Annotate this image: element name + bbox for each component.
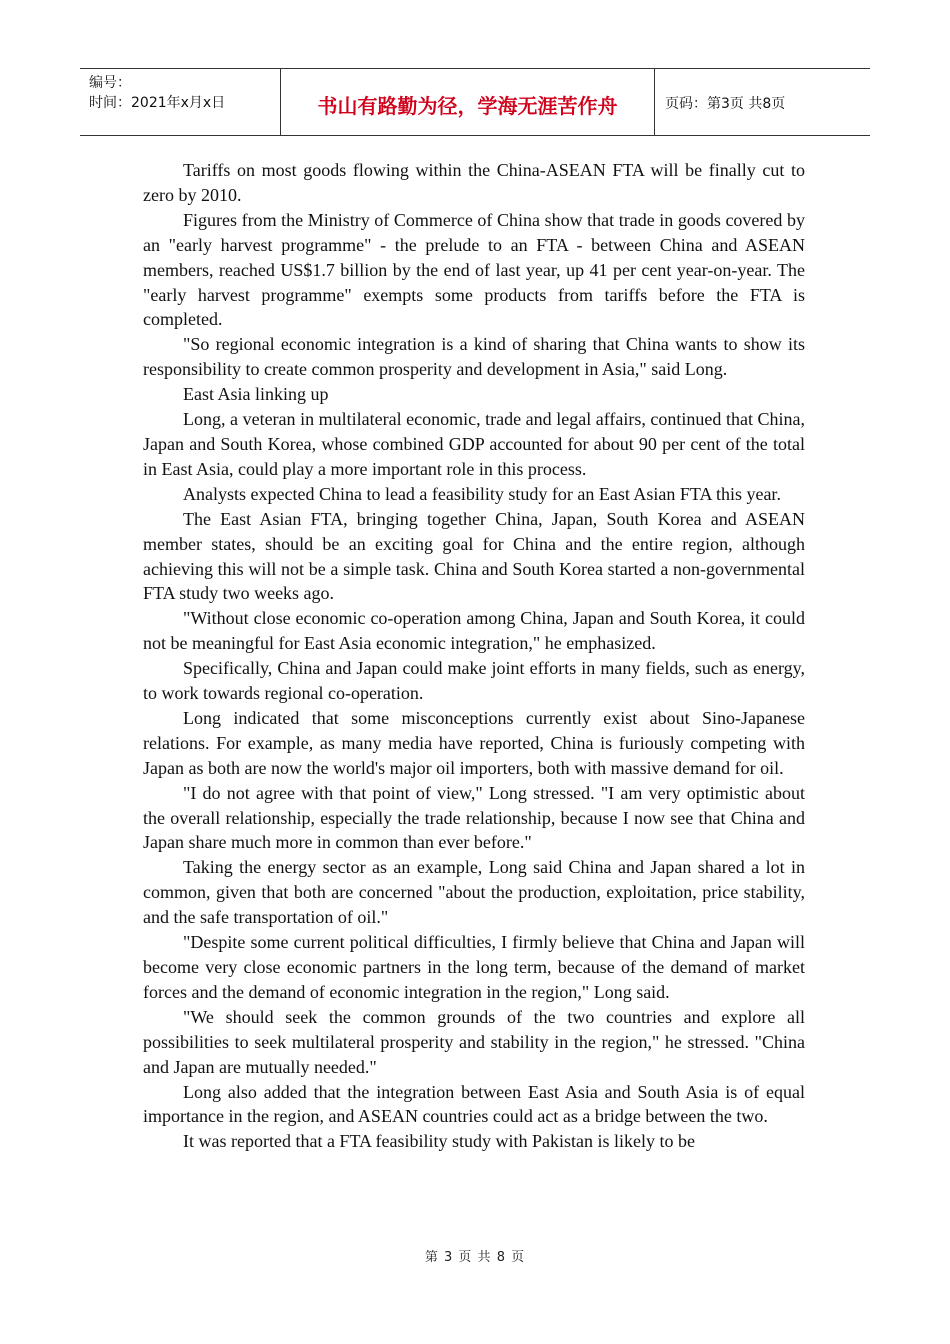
paragraph: Long indicated that some misconceptions currently exist about Sino-Japanese relations. For example, as many media have reported, China is furiously competing with Japan as both are now the world's major oil importers, both with massive demand for oil.: [143, 707, 805, 778]
header-number: 编号：: [89, 75, 131, 91]
header-meta: [80, 69, 281, 135]
paragraph: Long, a veteran in multilateral economic, trade and legal affairs, continued that China, Japan and South Korea, whose combined GDP accounted for about 90 per cent of the total in East Asia, could play a more important role in this process.: [143, 409, 805, 479]
page-header: [80, 68, 870, 136]
paragraph: Taking the energy sector as an example, Long said China and Japan shared a lot in common, given that both are concerned "about the production, exploitation, price stability, and the safe transportation of oil.": [143, 857, 805, 928]
paragraph: "So regional economic integration is a kind of sharing that China wants to show its responsibility to create common prosperity and development in Asia," said Long.: [143, 334, 805, 380]
header-motto: 书山有路勤为径，学海无涯苦作舟: [281, 69, 655, 135]
paragraph: Tariffs on most goods flowing within the China-ASEAN FTA will be finally cut to zero by 2010.: [143, 160, 805, 205]
paragraph: Long also added that the integration between East Asia and South Asia is of equal importance in the region, and ASEAN countries could act as a bridge between the two.: [143, 1081, 805, 1127]
paragraph: The East Asian FTA, bringing together China, Japan, South Korea and ASEAN member states, should be an exciting goal for China and the entire region, although achieving this will not be a simple task. China and South Korea started a non-governmental FTA study two weeks ago.: [143, 508, 805, 604]
page-footer: 第 3 页 共 8 页: [424, 1250, 526, 1265]
paragraph: "Without close economic co-operation among China, Japan and South Korea, it could not be meaningful for East Asia economic integration," he emphasized.: [143, 608, 805, 654]
header-time: 时间：2021年x月x日: [89, 95, 226, 111]
paragraph: It was reported that a FTA feasibility study with Pakistan is likely to be: [183, 1131, 695, 1152]
paragraph: "We should seek the common grounds of the two countries and explore all possibilities to seek multilateral prosperity and stability in the region," he stressed. "China and Japan are mutually needed.": [143, 1006, 805, 1077]
document-body: [143, 158, 805, 1154]
paragraph: Analysts expected China to lead a feasibility study for an East Asian FTA this year.: [183, 483, 781, 504]
paragraph: "Despite some current political difficulties, I firmly believe that China and Japan will become very close economic partners in the long term, because of the demand of market forces and the demand of economic integration in the region," Long said.: [143, 932, 805, 1002]
header-page-number: 页码：第3页 共8页: [665, 96, 786, 112]
paragraph: "I do not agree with that point of view," Long stressed. "I am very optimistic about the overall relationship, especially the trade relationship, because I now see that China and Japan share much more in common than ever before.": [143, 782, 805, 853]
paragraph: Specifically, China and Japan could make joint efforts in many fields, such as energy, to work towards regional co-operation.: [143, 658, 805, 704]
paragraph: Figures from the Ministry of Commerce of China show that trade in goods covered by an "early harvest programme" - the prelude to an FTA - between China and ASEAN members, reached US$1.7 billion by the end of last year, up 41 per cent year-on-year. The "early harvest programme" exempts some products from tariffs before the FTA is completed.: [143, 209, 805, 330]
section-heading: East Asia linking up: [183, 384, 329, 405]
